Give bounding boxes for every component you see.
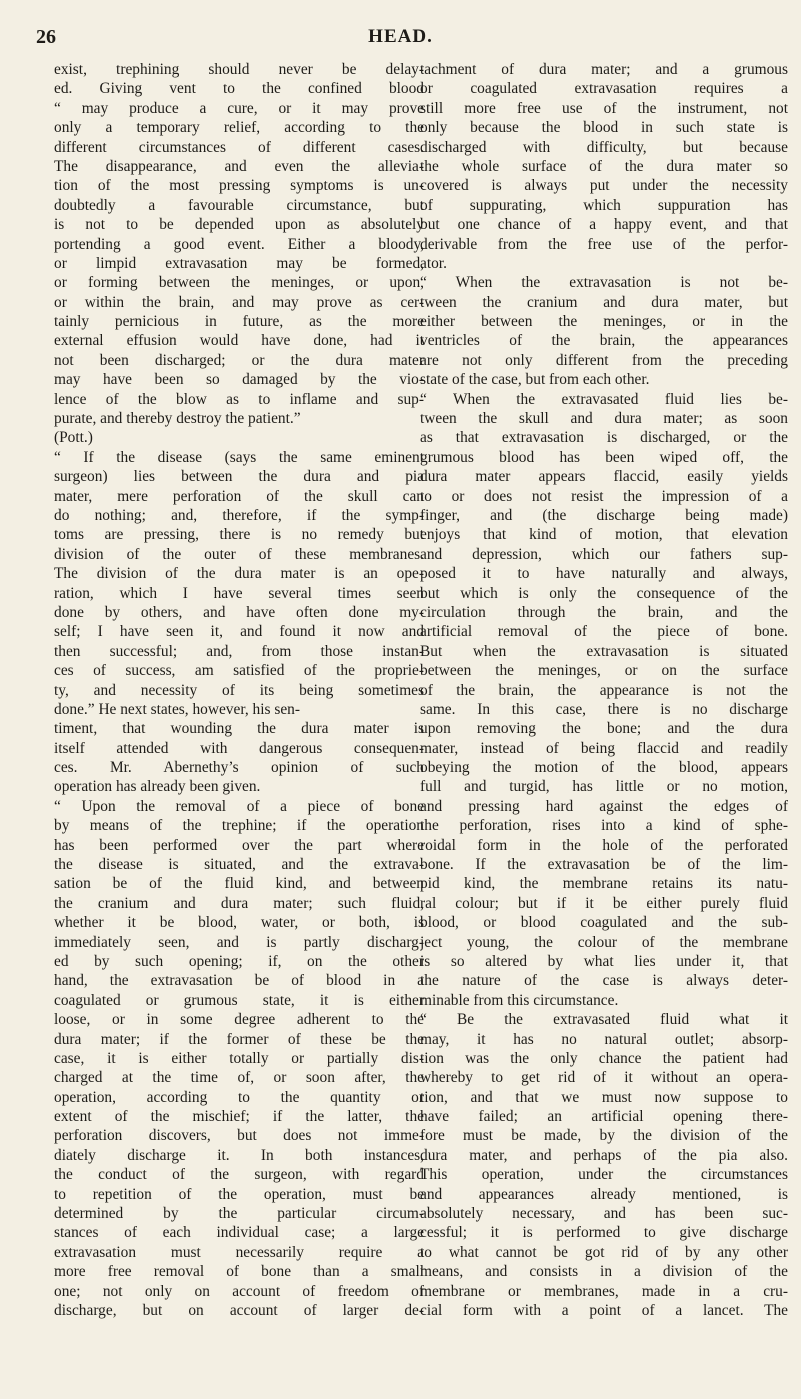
text-line: portending a good event. Either a bloody, [54, 235, 424, 253]
text-line: full and turgid, has little or no motion, [420, 778, 788, 796]
text-line: tween the cranium and dura mater, but [420, 293, 788, 311]
text-line: tion of the most pressing symptoms is un- [54, 177, 424, 195]
text-line: stances of each individual case; a large [54, 1224, 424, 1242]
text-line: may, it has no natural outlet; absorp- [420, 1030, 788, 1048]
text-line: division of the outer of these membranes. [54, 545, 424, 563]
text-line: but which is only the consequence of the [420, 584, 788, 602]
text-line: “ When the extravasated fluid lies be- [420, 390, 788, 408]
text-line: means, and consists in a division of the [420, 1263, 788, 1281]
text-line: absolutely necessary, and has been suc- [420, 1205, 788, 1223]
text-line: pid kind, the membrane retains its natu- [420, 875, 788, 893]
text-line: This operation, under the circumstances [420, 1166, 788, 1184]
text-line: discharged with difficulty, but because [420, 138, 788, 156]
text-line: doubtedly a favourable circumstance, but [54, 196, 424, 214]
text-line: one; not only on account of freedom of [54, 1282, 424, 1300]
text-line: tion was the only chance the patient had [420, 1049, 788, 1067]
text-line: to or does not resist the impression of a [420, 487, 788, 505]
text-line: membrane or membranes, made in a cru- [420, 1282, 788, 1300]
text-line: has been performed over the part where [54, 836, 424, 854]
text-line: and appearances already mentioned, is [420, 1185, 788, 1203]
text-line: but one chance of a happy event, and that [420, 216, 788, 234]
text-line: or limpid extravasation may be formed, [54, 254, 424, 272]
text-line: of suppurating, which suppuration has [420, 196, 788, 214]
text-line: to repetition of the operation, must be [54, 1185, 424, 1203]
text-line: or coagulated extravasation requires a [420, 80, 788, 98]
text-line: case, it is either totally or partially dis- [54, 1049, 424, 1067]
text-line: ator. [420, 254, 447, 272]
text-line: state of the case, but from each other. [420, 371, 650, 389]
text-line: ces. Mr. Abernethy’s opinion of such [54, 759, 424, 777]
text-line: covered is always put under the necessity [420, 177, 788, 195]
text-line: then successful; and, from those instan- [54, 642, 424, 660]
text-line: finger, and (the discharge being made) [420, 506, 788, 524]
text-line: “ Upon the removal of a piece of bone [54, 797, 424, 815]
text-line: coagulated or grumous state, it is either [54, 991, 424, 1009]
text-line: self; I have seen it, and found it now and [54, 623, 424, 641]
text-line: discharge, but on account of larger de- [54, 1302, 424, 1319]
text-line: timent, that wounding the dura mater is [54, 720, 424, 738]
text-line: done by others, and have often done my- [54, 603, 424, 621]
text-line: the cranium and dura mater; such fluid, [54, 894, 424, 912]
text-line: “ If the disease (says the same eminent [54, 448, 424, 466]
text-line: surgeon) lies between the dura and pia [54, 468, 424, 486]
text-line: hand, the extravasation be of blood in a [54, 972, 424, 990]
text-line: whereby to get rid of it without an opera- [420, 1069, 788, 1087]
text-line: roidal form in the hole of the perforated [420, 836, 788, 854]
text-line: by means of the trephine; if the operation [54, 817, 424, 835]
text-line: the whole surface of the dura mater so [420, 157, 788, 175]
text-line: enjoys that kind of motion, that elevation [420, 526, 788, 544]
text-line: ed by such opening; if, on the other [54, 952, 424, 970]
text-line: posed it to have naturally and always, [420, 565, 788, 583]
text-line: But when the extravasation is situated [420, 642, 788, 660]
text-line: charged at the time of, or soon after, the [54, 1069, 424, 1087]
text-line: minable from this circumstance. [420, 991, 619, 1009]
text-line: tion, and that we must now suppose to [420, 1088, 788, 1106]
text-line: cessful; it is performed to give discharge [420, 1224, 788, 1242]
text-line: or within the brain, and may prove as cer- [54, 293, 424, 311]
text-line: tainly pernicious in future, as the more [54, 313, 424, 331]
text-line: mater, instead of being flaccid and readily [420, 739, 788, 757]
text-line: operation has already been given. [54, 778, 261, 796]
text-line: determined by the particular circum- [54, 1205, 424, 1223]
text-line: same. In this case, there is no discharge [420, 700, 788, 718]
text-line: or forming between the meninges, or upon, [54, 274, 424, 292]
text-line: is not to be depended upon as absolutely [54, 216, 424, 234]
text-line: do nothing; and, therefore, if the symp- [54, 506, 424, 524]
text-line: tachment of dura mater; and a grumous [420, 61, 788, 78]
text-line: and pressing hard against the edges of [420, 797, 788, 815]
text-line: purate, and thereby destroy the patient.” [54, 410, 301, 428]
text-line: whether it be blood, water, or both, is [54, 914, 424, 932]
text-line: and depression, which our fathers sup- [420, 545, 788, 563]
text-line: dura mater; if the former of these be the [54, 1030, 424, 1048]
text-line: derivable from the free use of the perfor- [420, 235, 788, 253]
text-line: “ Be the extravasated fluid what it [420, 1011, 788, 1029]
text-line: of the brain, the appearance is not the [420, 681, 788, 699]
text-line: ty, and necessity of its being sometimes [54, 681, 424, 699]
text-line: “ may produce a cure, or it may prove [54, 99, 424, 117]
text-line: only because the blood in such state is [420, 119, 788, 137]
right-text-column [420, 60, 788, 1320]
text-line: toms are pressing, there is no remedy but [54, 526, 424, 544]
text-line: perforation discovers, but does not imme- [54, 1127, 424, 1145]
text-line: (Pott.) [54, 429, 93, 447]
text-line: more free removal of bone than a small [54, 1263, 424, 1281]
text-line: The division of the dura mater is an ope- [54, 565, 424, 583]
text-line: to what cannot be got rid of by any other [420, 1243, 788, 1261]
text-line: exist, trephining should never be delay- [54, 61, 424, 78]
text-line: ventricles of the brain, the appearances [420, 332, 788, 350]
text-line: external effusion would have done, had it [54, 332, 424, 350]
text-line: sation be of the fluid kind, and between [54, 875, 424, 893]
text-line: extravasation must necessarily require a [54, 1243, 424, 1261]
text-line: dura mater appears flaccid, easily yields [420, 468, 788, 486]
page-header [36, 26, 765, 56]
text-line: immediately seen, and is partly discharg- [54, 933, 424, 951]
text-line: only a temporary relief, according to the [54, 119, 424, 137]
text-line: the disease is situated, and the extrava- [54, 856, 424, 874]
text-line: done.” He next states, however, his sen- [54, 700, 300, 718]
text-line: tween the skull and dura mater; as soon [420, 410, 788, 428]
text-line: mater, mere perforation of the skull can [54, 487, 424, 505]
text-line: ral colour; but if it be either purely fluid [420, 894, 788, 912]
text-line: “ When the extravasation is not be- [420, 274, 788, 292]
text-line: loose, or in some degree adherent to the [54, 1011, 424, 1029]
text-line: between the meninges, or on the surface [420, 662, 788, 680]
text-line: fore must be made, by the division of the [420, 1127, 788, 1145]
text-line: bone. If the extravasation be of the lim- [420, 856, 788, 874]
running-head: HEAD. [368, 26, 433, 47]
text-line: the nature of the case is always deter- [420, 972, 788, 990]
text-line: artificial removal of the piece of bone. [420, 623, 788, 641]
text-line: different circumstances of different cases. [54, 138, 424, 156]
text-line: may have been so damaged by the vio- [54, 371, 424, 389]
text-line: grumous blood has been wiped off, the [420, 448, 788, 466]
text-line: is so altered by what lies under it, that [420, 952, 788, 970]
text-line: cial form with a point of a lancet. The [420, 1302, 788, 1319]
text-line: the perforation, rises into a kind of sphe- [420, 817, 788, 835]
text-line: blood, or blood coagulated and the sub- [420, 914, 788, 932]
text-line: are not only different from the preceding [420, 351, 788, 369]
text-line: upon removing the bone; and the dura [420, 720, 788, 738]
text-line: as that extravasation is discharged, or the [420, 429, 788, 447]
text-line: still more free use of the instrument, not [420, 99, 788, 117]
text-line: obeying the motion of the blood, appears [420, 759, 788, 777]
text-line: the conduct of the surgeon, with regard [54, 1166, 424, 1184]
page-number: 26 [36, 26, 56, 48]
text-line: circulation through the brain, and the [420, 603, 788, 621]
text-line: either between the meninges, or in the [420, 313, 788, 331]
left-text-column [54, 60, 424, 1320]
text-line: dura mater, and perhaps of the pia also. [420, 1146, 788, 1164]
text-line: ration, which I have several times seen [54, 584, 424, 602]
text-line: diately discharge it. In both instances, [54, 1146, 424, 1164]
text-line: The disappearance, and even the allevia- [54, 157, 424, 175]
text-line: not been discharged; or the dura mater [54, 351, 424, 369]
text-line: ces of success, am satisfied of the proprie- [54, 662, 424, 680]
text-line: operation, according to the quantity or [54, 1088, 424, 1106]
text-line: have failed; an artificial opening there- [420, 1108, 788, 1126]
text-line: ject young, the colour of the membrane [420, 933, 788, 951]
text-line: lence of the blow as to inflame and sup- [54, 390, 424, 408]
text-line: ed. Giving vent to the confined blood [54, 80, 424, 98]
text-line: extent of the mischief; if the latter, the [54, 1108, 424, 1126]
text-line: itself attended with dangerous consequen- [54, 739, 424, 757]
